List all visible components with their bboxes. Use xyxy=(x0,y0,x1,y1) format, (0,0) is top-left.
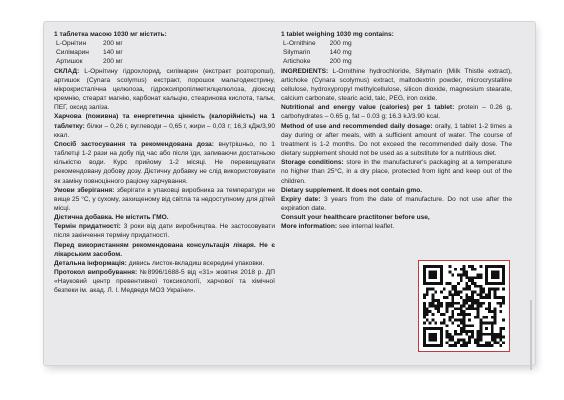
table-row xyxy=(56,48,137,57)
ua-ingredient-name: Артишок xyxy=(56,58,83,66)
en-usage-text: orally, 1 tablet 1-2 times a day during or after meals, with a sufficient amount of water. The course of treatment is 1-2 months. Do not exceed the recommended daily dose. The dietary supplement should not be used as a substitute for a nutritious diet. xyxy=(281,122,512,158)
ua-nutrition xyxy=(54,112,275,139)
ua-ingredients-label: СКЛАД: xyxy=(54,67,80,75)
ua-consult-line: Перед використанням рекомендована консультація лікаря. Не є лікарським засобом. xyxy=(54,241,275,258)
en-ingredient-amount: 200 mg xyxy=(329,58,352,66)
ua-nutrition-label: Харчова (поживна) та енергетична цінність (калорійність) на 1 таблетку: xyxy=(54,113,275,130)
en-nutrition xyxy=(281,103,512,121)
ua-nutrition-text: білки – 0,26 г, вуглеводи – 0,65 г, жири – 0,03 г; 16,3 кДж/3,90 ккал. xyxy=(54,122,275,139)
english-label-column xyxy=(281,30,512,231)
ua-ingredients xyxy=(54,67,275,113)
en-usage-label: Method of use and recommended daily dosage: xyxy=(281,122,433,130)
en-ingredients xyxy=(281,67,512,104)
ua-protocol-text: №8996/1688-5 від «31» жовтня 2018 р. ДП «Науковий центр превентивної токсикології, харчової та хімічної безпеки ім. акад. Л. І. Медведя МОЗ України». xyxy=(54,269,275,295)
table-row xyxy=(56,57,137,66)
en-more-info xyxy=(281,222,512,231)
qr-code-icon xyxy=(423,265,505,347)
en-nutrition-text: protein – 0.26 g, carbohydrates – 0.65 g, fat – 0.03 g; 16.3 kJ/3.90 kcal. xyxy=(281,104,512,121)
en-composition-heading: 1 tablet weighing 1030 mg contains: xyxy=(281,31,394,38)
ua-storage-label: Умови зберігання: xyxy=(54,186,115,194)
ukrainian-label-column xyxy=(54,30,275,296)
ua-ingredient-name: Силімарин xyxy=(56,49,89,57)
table-row xyxy=(283,57,366,66)
ua-usage xyxy=(54,140,275,186)
ua-details-label: Детальна інформація: xyxy=(54,259,127,267)
en-more-label: More information: xyxy=(281,223,338,231)
en-ingredients-label: INGREDIENTS: xyxy=(281,67,329,75)
ua-storage-text: зберігати в упаковці виробника за температури не вище 25 °С, у сухому, захищеному від світла та недоступному для дітей місці. xyxy=(54,186,275,212)
ua-ingredient-name: L-Орнітин xyxy=(56,40,87,48)
en-consult-line: Consult your healthcare practitoner before use, xyxy=(281,214,430,222)
ua-gmo-line: Дієтична добавка. Не містить ГМО. xyxy=(54,214,169,222)
en-expiry-label: Expiry date: xyxy=(281,195,321,203)
ua-usage-label: Спосіб застосування та рекомендована доза: xyxy=(54,140,214,148)
ua-shelf-label: Термін придатності: xyxy=(54,223,121,231)
en-ingredients-text: L-Ornithine hydrochloride, Silymarin (Milk Thistle extract), artichoke (Cynara scolymus) extract, maltodextrin powder, microcrystalline cellulose, hydroxypropyl methylcellulose, silicon dioxide, magnesium stearate, calcium carbonate, stearic acid, talc, PEG, iron oxide. xyxy=(281,67,512,103)
table-row xyxy=(283,39,366,48)
en-ingredient-name: L-Ornithine xyxy=(283,40,316,48)
en-ingredient-name: Silymarin xyxy=(283,49,311,57)
ua-ingredient-amount: 200 мг xyxy=(102,40,123,48)
ua-shelf-life xyxy=(54,222,275,240)
ua-protocol-label: Протокол випробування: xyxy=(54,269,138,277)
ua-shelf-text: 3 роки від дати виробництва. Не застосовувати після закінчення терміну придатності. xyxy=(54,223,276,240)
en-ingredient-name: Artichoke xyxy=(283,58,311,66)
qr-code-frame xyxy=(418,260,510,352)
ua-ingredient-amount: 200 мг xyxy=(102,58,123,66)
table-row xyxy=(283,48,366,57)
en-expiry xyxy=(281,195,512,213)
package-side-edge xyxy=(530,300,532,370)
table-row xyxy=(56,39,137,48)
en-composition-table xyxy=(283,39,366,66)
ua-usage-text: внутрішньо, по 1 таблетці 1-2 рази на добу під час або після їди, запиваючи достатньою кількістю води. Курс прийому 1-2 місяці. Не перевищувати рекомендовану добову дозу. Дієтичну добавку не слід використовувати як заміну повноцінного раціону харчування. xyxy=(54,140,275,185)
en-ingredient-amount: 140 mg xyxy=(329,49,352,57)
ua-ingredients-text: L-Орнітину гідрохлорид, силімарин (екстракт розторопші), артишок (Cynara scolymus) екстракт, порошок мальтодекстрину, мікрокристалічна целюлоза, гідроксипропілметилцелюлоза, діоксид кремнію, стеарат магнію, карбонат кальцію, стеаринова кислота, тальк, ПЕГ, оксид заліза. xyxy=(54,67,275,112)
en-nutrition-label: Nutritional and energy value (calories) per 1 tablet: xyxy=(281,104,455,112)
ua-composition-table xyxy=(56,39,137,66)
en-storage-text: store in the manufacturer's packaging at a temperature no higher than 25°C, in a dry place, protected from light and keep out of the children. xyxy=(281,159,512,185)
ua-details xyxy=(54,259,275,268)
en-usage xyxy=(281,122,512,159)
en-ingredient-amount: 200 mg xyxy=(329,40,352,48)
ua-details-text: дивись листок-вкладиш всередині упаковки. xyxy=(128,259,265,267)
en-expiry-text: 3 years from the date of manufacture. Do not use after the expiration date. xyxy=(281,195,513,212)
ua-storage xyxy=(54,186,275,213)
en-more-text: see internal leaflet. xyxy=(338,223,395,231)
ua-composition-heading: 1 таблетка масою 1030 мг містить: xyxy=(54,31,167,38)
en-gmo-line: Dietary supplement. It does not contain gmo. xyxy=(281,186,423,194)
ua-protocol xyxy=(54,268,275,295)
en-storage-label: Storage conditions: xyxy=(281,159,344,167)
ua-ingredient-amount: 140 мг xyxy=(102,49,123,57)
en-storage xyxy=(281,158,512,185)
